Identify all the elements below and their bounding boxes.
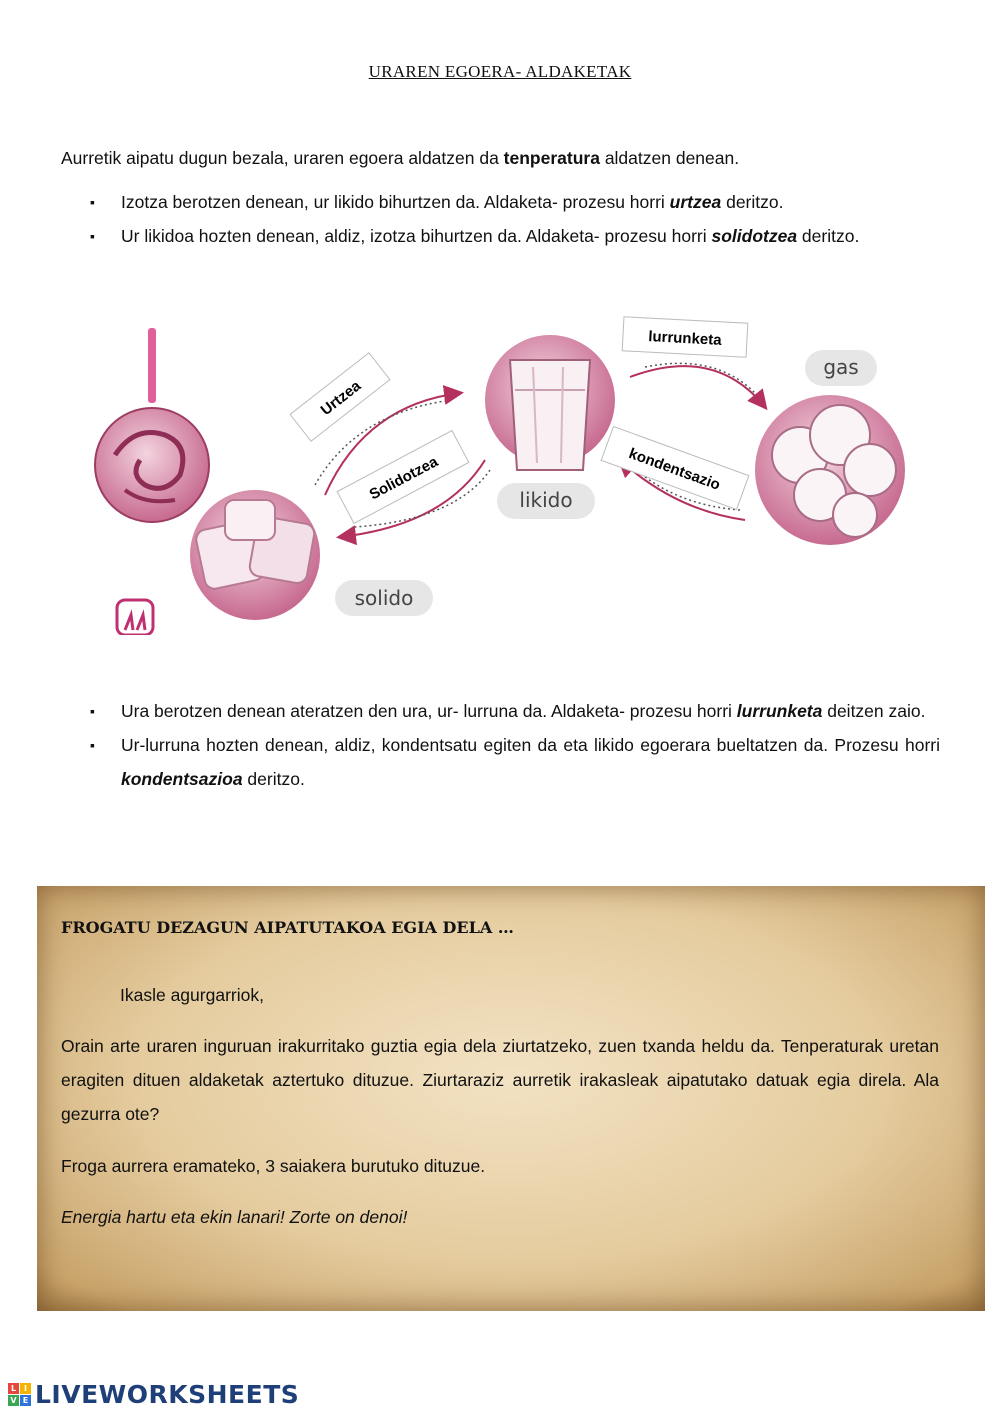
parchment-paragraph-2: Froga aurrera eramateko, 3 saiakera burutuko dituzue. — [61, 1156, 486, 1176]
page-title: URAREN EGOERA- ALDAKETAK — [368, 62, 632, 81]
list-item: ▪ Ur-lurruna hozten denean, aldiz, kondentsatu egiten da eta likido egoerara bueltatzen da. Prozesu horri kondentsazioa deritzo. — [90, 728, 940, 796]
arrow-lurrunketa — [630, 366, 765, 407]
ice-cubes-icon — [190, 490, 320, 620]
label-lurrunketa: lurrunketa — [647, 328, 722, 349]
globe-icon — [95, 408, 209, 522]
corner-mark-icon — [117, 600, 153, 635]
greeting: Ikasle agurgarriok, — [120, 985, 264, 1005]
parchment-title: FROGATU DEZAGUN AIPATUTAKOA EGIA DELA … — [61, 918, 514, 937]
parchment-paragraph-1: Orain arte uraren inguruan irakurritako guztia egia dela ziurtatzeko, zuen txanda heldu da. Tenperaturak uretan eragiten dituen aldaketak aztertuko dituzue. Ziurtaraziz aurretik irakasleak aipatutako datuak egia direla. Ala gezurra ote? — [61, 1036, 939, 1124]
label-solidotzea: Solidotzea — [366, 453, 441, 504]
logo-mark-icon: L I V E — [8, 1383, 31, 1406]
logo-text: LIVEWORKSHEETS — [35, 1380, 300, 1409]
parchment-paragraph-3: Energia hartu eta ekin lanari! Zorte on denoi! — [61, 1207, 408, 1227]
state-likido: likido — [519, 488, 573, 512]
liveworksheets-logo — [8, 1380, 299, 1409]
list-item: ▪ Izotza berotzen denean, ur likido bihurtzen da. Aldaketa- prozesu horri urtzea deritzo. — [90, 185, 940, 219]
label-urtzea: Urtzea — [317, 377, 365, 419]
list-item: ▪ Ura berotzen denean ateratzen den ura, ur- lurruna da. Aldaketa- prozesu horri lurrunketa deitzen zaio. — [90, 694, 940, 728]
state-solido: solido — [354, 586, 414, 610]
water-states-diagram — [85, 305, 935, 635]
glass-of-water-icon — [485, 335, 615, 470]
bullet-list-top — [90, 185, 940, 253]
list-item: ▪ Ur likidoa hozten denean, aldiz, izotza bihurtzen da. Aldaketa- prozesu horri solidotzea deritzo. — [90, 219, 940, 253]
bullet-list-bottom — [90, 694, 940, 796]
label-kondentsazio: kondentsazio — [626, 445, 723, 494]
steam-cloud-icon — [755, 395, 905, 545]
state-gas: gas — [823, 355, 859, 379]
intro-paragraph: Aurretik aipatu dugun bezala, uraren egoera aldatzen da tenperatura aldatzen denean. — [61, 148, 740, 168]
thermometer-icon — [148, 328, 156, 403]
